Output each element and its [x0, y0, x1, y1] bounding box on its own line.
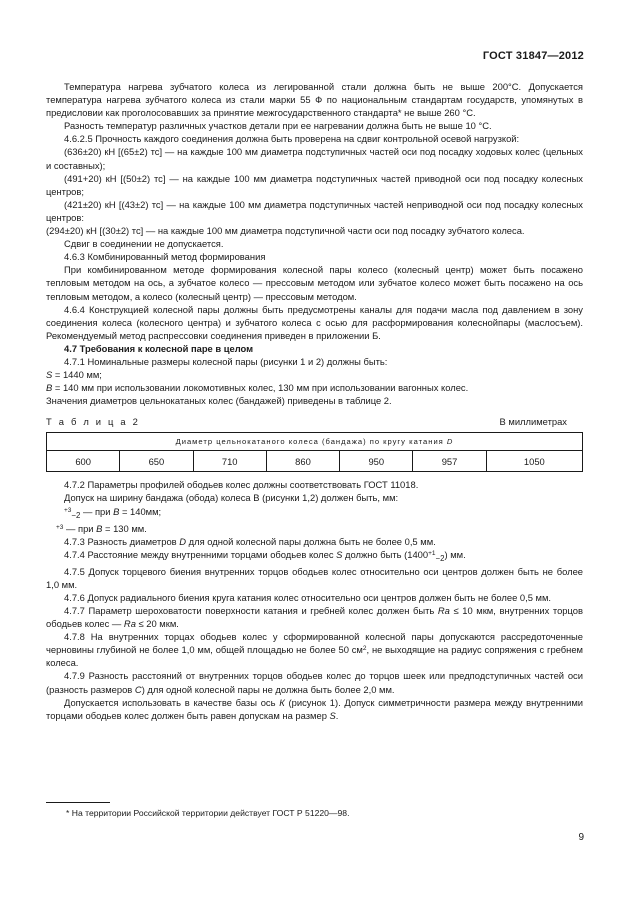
main-text [46, 80, 583, 722]
paragraph: (294±20) кН [(30±2) тс] — на каждые 100 мм диаметра подступичной части оси под посадку зубчатого колеса. [46, 225, 525, 237]
tolerance-line: $^{+3}$ — при В = 130 мм. [56, 522, 147, 534]
paragraph: (636±20) кН [(65±2) тс] — на каждые 100 мм диаметра подступичных частей оси под посадку ходовых колес (цельных и составных); [46, 146, 583, 171]
table-cell: 710 [193, 451, 266, 472]
standard-code-header: ГОСТ 31847—2012 [482, 50, 584, 62]
paragraph: (491+20) кН [(50±2) тс] — на каждые 100 мм диаметра подступичных частей приводной оси под посадку колесных центров; [46, 172, 583, 197]
section-heading: 4.7 Требования к колесной паре в целом [64, 342, 254, 354]
paragraph: При комбинированном методе формирования колесной пары колесо (колесный центр) может быть посажено тепловым методом на ось, а зубчатое колесо — прессовым методом или зубчатое колесо может быть посажено на ось тепловым методом, а колесо (колесный центр) — прессовым методом. [46, 264, 583, 302]
paragraph: 4.7.3 Разность диаметров D для одной колесной пары должна быть не более 0,5 мм. [64, 535, 436, 547]
paragraph: 4.7.1 Номинальные размеры колесной пары (рисунки 1 и 2) должны быть: [64, 355, 388, 367]
table-cell: 860 [266, 451, 339, 472]
paragraph: 4.7.9 Разность расстояний от внутренних торцов ободьев колес до торцов шеек или предподступичных частей оси (разность размеров С) для одной колесной пары не должна быть более 2,0 мм. [46, 670, 583, 695]
table-title: Т а б л и ц а 2 [46, 416, 141, 428]
paragraph: (421±20) кН [(43±2) тс] — на каждые 100 мм диаметра подступичных частей неприводной оси под посадку колесных центров: [46, 198, 583, 223]
table-units: В миллиметрах [499, 416, 567, 428]
table-row [47, 451, 583, 472]
tolerance-line: $^{+3}_{-2}$ — при В = 140мм; [64, 505, 162, 520]
paragraph: Сдвиг в соединении не допускается. [64, 238, 224, 250]
paragraph: Допускается использовать в качестве базы ось К (рисунок 1). Допуск симметричности размера между внутренними торцами ободьев колес должен быть равен допускам на размер S. [46, 696, 584, 721]
footnote-divider [46, 802, 110, 803]
paragraph: 4.7.4 Расстояние между внутренними торцами ободьев колес S должно быть $(1400^{+1}_{-2})$ мм. [64, 548, 466, 563]
var-s: S [46, 369, 53, 381]
page-number: 9 [578, 832, 584, 843]
table-caption [46, 415, 583, 428]
section-heading: 4.6.3 Комбинированный метод формирования [64, 251, 266, 263]
diameter-table [46, 432, 583, 472]
dimension-b: B = 140 мм при использовании локомотивных колес, 130 мм при использовании вагонных колес. [46, 382, 469, 394]
paragraph: 4.7.2 Параметры профилей ободьев колес должны соответствовать ГОСТ 11018. [64, 479, 419, 491]
paragraph: 4.6.2.5 Прочность каждого соединения должна быть проверена на сдвиг контрольной осевой нагрузкой: [64, 133, 520, 145]
paragraph: Допуск на ширину бандажа (обода) колеса В (рисунки 1,2) должен быть, мм: [64, 492, 399, 504]
table-cell: 600 [47, 451, 120, 472]
table-cell: 1050 [486, 451, 582, 472]
paragraph: Разность температур различных участков детали при ее нагревании должна быть не выше 10 °С. [64, 120, 492, 132]
paragraph: Значения диаметров цельнокатаных колес (бандажей) приведены в таблице 2. [46, 395, 392, 407]
paragraph: 4.7.6 Допуск радиального биения круга катания колес относительно оси центров должен быть не более 0,5 мм. [64, 591, 552, 603]
table-cell: 957 [413, 451, 486, 472]
paragraph: 4.7.7 Параметр шероховатости поверхности катания и гребней колес должен быть Ra ≤ 10 мкм, внутренних торцов ободьев колес — Ra ≤ 20 мкм. [46, 604, 583, 630]
paragraph: 4.6.4 Конструкцией колесной пары должны быть предусмотрены каналы для подачи масла под давлением в зону соединения колеса (колесного центра) и зубчатого колеса с осью для расформирования колеснойпары (маслосъем). Рекомендуемый метод распрессовки соединения приведен в приложении Б. [46, 303, 583, 341]
paragraph: 4.7.5 Допуск торцевого биения внутренних торцов ободьев колес относительно оси центров должен быть не более 1,0 мм. [46, 565, 583, 590]
paragraph: 4.7.8 На внутренних торцах ободьев колес у сформированной колесной пары допускаются рассредоточенные черновины глубиной не более 1,0 мм, общей площадью не более 50 $см^2$, не выходящие на радиус сопряжения с гребнем колеса. [46, 631, 583, 669]
var-b: B [46, 382, 53, 394]
table-cell: 650 [120, 451, 193, 472]
table-cell: 950 [340, 451, 413, 472]
table-header: Диаметр цельнокатаного колеса (бандажа) по кругу катания D [47, 433, 583, 451]
paragraph: Температура нагрева зубчатого колеса из легированной стали должна быть не выше 200°С. Допускается температура нагрева зубчатого колеса из стали марки 55 Ф по национальным стандартам государств, упомянутых в предисловии как проголосовавших за принятие межгосударственного стандарта* не выше 260 °С. [46, 81, 583, 119]
footnote: * На территории Российской территории действует ГОСТ Р 51220—98. [66, 808, 350, 818]
dimension-s: S = 1440 мм; [46, 369, 102, 381]
